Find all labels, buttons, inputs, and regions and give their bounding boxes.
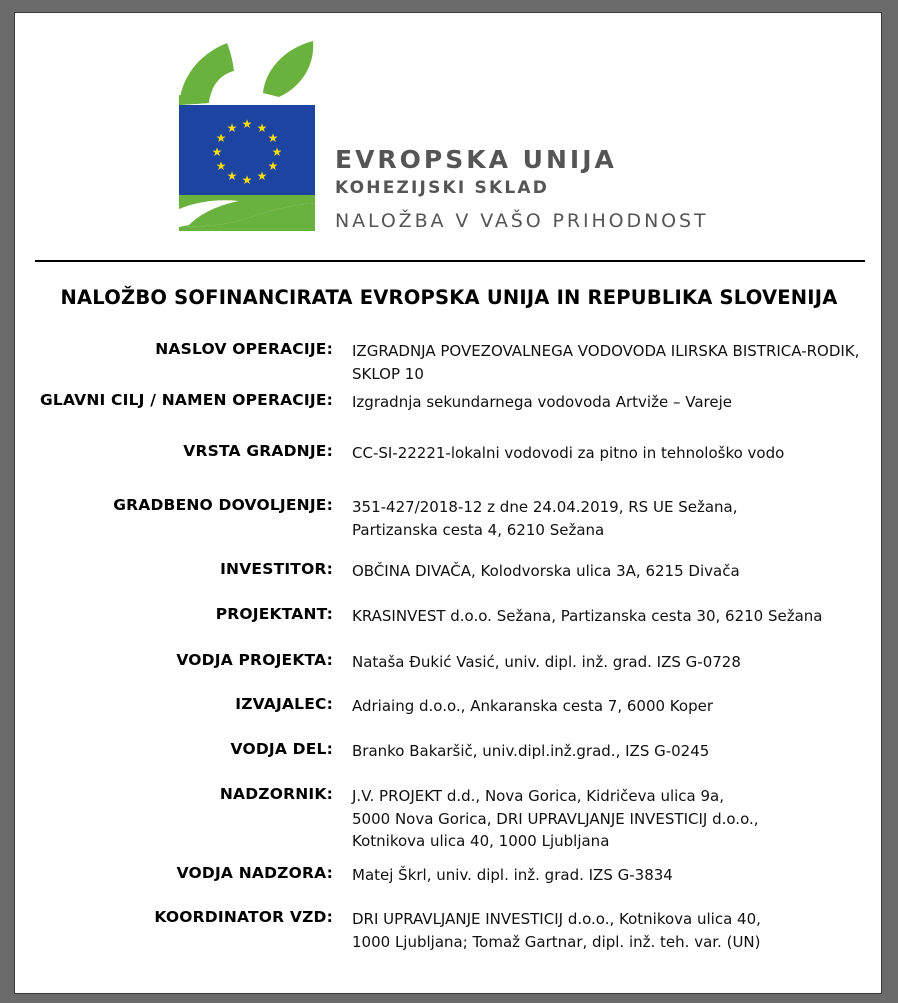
value-line: SKLOP 10 bbox=[352, 364, 424, 383]
value-line: Kotnikova ulica 40, 1000 Ljubljana bbox=[352, 832, 610, 850]
value-line: Branko Bakaršič, univ.dipl.inž.grad., IZS G-0245 bbox=[352, 742, 710, 760]
row-label: INVESTITOR: bbox=[220, 560, 333, 578]
row-value bbox=[352, 605, 877, 628]
value-line: IZGRADNJA POVEZOVALNEGA VODOVODA ILIRSKA BISTRICA-RODIK, bbox=[352, 342, 860, 360]
row-value bbox=[352, 695, 877, 718]
row-value bbox=[352, 391, 877, 414]
value-line: J.V. PROJEKT d.d., Nova Gorica, Kidričeva ulica 9a, bbox=[352, 787, 725, 805]
svg-text:★: ★ bbox=[211, 145, 223, 159]
document-page bbox=[14, 12, 882, 994]
value-line: Izgradnja sekundarnega vodovoda Artviže – Vareje bbox=[352, 393, 732, 411]
row-value bbox=[352, 651, 877, 674]
svg-text:★: ★ bbox=[267, 159, 279, 173]
svg-text:★: ★ bbox=[226, 169, 238, 183]
logo-subtitle: KOHEZIJSKI SKLAD bbox=[335, 178, 550, 198]
row-value bbox=[352, 442, 877, 465]
row-label: PROJEKTANT: bbox=[215, 605, 333, 623]
value-line: Adriaing d.o.o., Ankaranska cesta 7, 6000 Koper bbox=[352, 697, 713, 715]
logo-slogan: NALOŽBA V VAŠO PRIHODNOST bbox=[335, 210, 709, 232]
row-label: VODJA NADZORA: bbox=[176, 864, 333, 882]
svg-text:★: ★ bbox=[256, 121, 268, 135]
svg-text:★: ★ bbox=[226, 121, 238, 135]
value-line: CC-SI-22221-lokalni vodovodi za pitno in tehnološko vodo bbox=[352, 444, 785, 462]
page-heading: NALOŽBO SOFINANCIRATA EVROPSKA UNIJA IN REPUBLIKA SLOVENIJA bbox=[60, 286, 838, 309]
svg-text:★: ★ bbox=[256, 169, 268, 183]
row-label: KOORDINATOR VZD: bbox=[154, 908, 333, 926]
svg-text:★: ★ bbox=[215, 159, 227, 173]
svg-text:★: ★ bbox=[241, 117, 253, 131]
divider-line bbox=[35, 260, 865, 262]
row-label: IZVAJALEC: bbox=[235, 695, 333, 713]
row-value bbox=[352, 864, 877, 887]
row-label: VRSTA GRADNJE: bbox=[183, 442, 333, 460]
svg-text:★: ★ bbox=[271, 145, 283, 159]
row-value bbox=[352, 560, 877, 583]
row-label: VODJA DEL: bbox=[230, 740, 333, 758]
svg-text:★: ★ bbox=[215, 131, 227, 145]
svg-text:★: ★ bbox=[267, 131, 279, 145]
row-label: NADZORNIK: bbox=[219, 785, 333, 803]
value-line: 351-427/2018-12 z dne 24.04.2019, RS UE Sežana, bbox=[352, 498, 738, 516]
row-value bbox=[352, 496, 877, 541]
value-line: DRI UPRAVLJANJE INVESTICIJ d.o.o., Kotnikova ulica 40, bbox=[352, 910, 761, 928]
row-value bbox=[352, 740, 877, 763]
logo-title: EVROPSKA UNIJA bbox=[335, 145, 617, 174]
eu-cohesion-fund-logo bbox=[179, 41, 315, 231]
row-label: VODJA PROJEKTA: bbox=[176, 651, 333, 669]
row-label: GRADBENO DOVOLJENJE: bbox=[113, 496, 333, 514]
row-label: NASLOV OPERACIJE: bbox=[155, 340, 333, 358]
value-line: Nataša Đukić Vasić, univ. dipl. inž. grad. IZS G-0728 bbox=[352, 653, 741, 671]
value-line: Partizanska cesta 4, 6210 Sežana bbox=[352, 520, 605, 539]
value-line: KRASINVEST d.o.o. Sežana, Partizanska cesta 30, 6210 Sežana bbox=[352, 607, 823, 625]
value-line: 5000 Nova Gorica, DRI UPRAVLJANJE INVESTICIJ d.o.o., bbox=[352, 809, 759, 828]
row-value bbox=[352, 785, 877, 853]
svg-text:★: ★ bbox=[241, 173, 253, 187]
value-line: 1000 Ljubljana; Tomaž Gartnar, dipl. inž. teh. var. (UN) bbox=[352, 932, 761, 951]
row-value bbox=[352, 340, 877, 385]
value-line: Matej Škrl, univ. dipl. inž. grad. IZS G-3834 bbox=[352, 866, 673, 884]
row-label: GLAVNI CILJ / NAMEN OPERACIJE: bbox=[39, 391, 333, 409]
value-line: OBČINA DIVAČA, Kolodvorska ulica 3A, 6215 Divača bbox=[352, 562, 740, 580]
row-value bbox=[352, 908, 877, 953]
